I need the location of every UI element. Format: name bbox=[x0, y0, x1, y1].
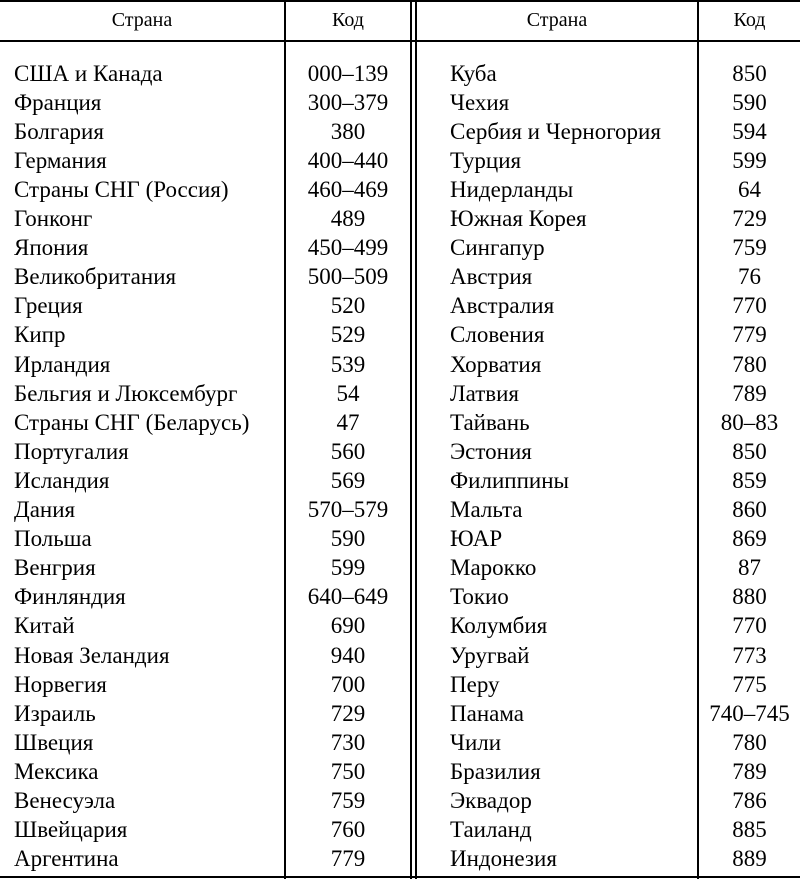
country-code: 789 bbox=[732, 380, 767, 406]
table-row bbox=[0, 728, 410, 757]
country-code: 594 bbox=[732, 118, 767, 144]
table-row bbox=[0, 670, 410, 699]
header-left-country: Страна bbox=[111, 9, 173, 31]
country-name: Бразилия bbox=[450, 758, 541, 784]
table-row bbox=[417, 350, 800, 379]
country-code: 729 bbox=[732, 206, 767, 231]
table-row bbox=[417, 553, 800, 582]
country-code: 560 bbox=[330, 438, 366, 464]
table-row bbox=[0, 524, 410, 553]
country-name: Таиланд bbox=[450, 817, 532, 843]
table-row bbox=[0, 844, 410, 873]
table-row bbox=[417, 437, 800, 466]
table-row bbox=[0, 233, 410, 262]
country-name: Германия bbox=[14, 147, 107, 173]
table-row bbox=[417, 582, 800, 611]
table-row bbox=[0, 175, 410, 204]
table-row bbox=[417, 670, 800, 699]
country-code: 789 bbox=[732, 758, 767, 784]
country-name: ЮАР bbox=[450, 526, 503, 552]
table-row bbox=[417, 59, 800, 88]
country-code: 773 bbox=[732, 642, 767, 668]
country-code: 859 bbox=[732, 467, 767, 493]
table-row bbox=[0, 408, 410, 437]
country-code: 529 bbox=[330, 322, 366, 348]
table-row bbox=[0, 466, 410, 495]
country-code: 690 bbox=[330, 613, 366, 639]
table-row bbox=[417, 117, 800, 146]
table-row bbox=[0, 495, 410, 524]
country-name: Филиппины bbox=[450, 467, 569, 493]
country-name: Греция bbox=[14, 293, 83, 319]
table-row bbox=[417, 815, 800, 844]
country-code: 460–469 bbox=[307, 176, 389, 202]
table-row bbox=[0, 437, 410, 466]
country-code: 47 bbox=[336, 409, 360, 435]
country-code: 775 bbox=[732, 671, 767, 697]
country-code: 770 bbox=[732, 613, 767, 639]
country-name: Словения bbox=[450, 322, 545, 348]
country-name: Сербия и Черногория bbox=[450, 118, 661, 144]
table-row bbox=[417, 175, 800, 204]
table-row bbox=[0, 641, 410, 670]
table-row bbox=[417, 641, 800, 670]
table-row bbox=[417, 699, 800, 728]
country-code: 54 bbox=[336, 380, 360, 406]
table-row bbox=[0, 146, 410, 175]
country-code: 64 bbox=[738, 176, 761, 202]
table-row bbox=[417, 611, 800, 640]
country-name: Мальта bbox=[450, 497, 523, 522]
country-name: Панама bbox=[450, 700, 524, 726]
table-row bbox=[0, 379, 410, 408]
table-row bbox=[417, 88, 800, 117]
country-code: 885 bbox=[732, 817, 767, 843]
country-name: США и Канада bbox=[14, 60, 163, 86]
table-row bbox=[0, 59, 410, 88]
table-row bbox=[0, 699, 410, 728]
country-code: 780 bbox=[732, 351, 767, 377]
country-name: Южная Корея bbox=[450, 206, 587, 231]
country-name: Индонезия bbox=[450, 846, 557, 872]
table-row bbox=[0, 786, 410, 815]
country-name: Сингапур bbox=[450, 235, 545, 261]
table-row bbox=[417, 757, 800, 786]
country-code: 850 bbox=[732, 438, 767, 464]
country-code: 786 bbox=[732, 788, 767, 813]
table-row bbox=[417, 233, 800, 262]
country-name: Мексика bbox=[14, 758, 99, 784]
country-code: 380 bbox=[330, 118, 366, 144]
table-row bbox=[0, 117, 410, 146]
country-name: Польша bbox=[14, 526, 92, 552]
table-row bbox=[417, 728, 800, 757]
country-code: 869 bbox=[732, 526, 767, 552]
country-name: Уругвай bbox=[450, 642, 530, 668]
country-code: 640–649 bbox=[307, 584, 389, 610]
country-code: 940 bbox=[330, 642, 366, 668]
table-row bbox=[417, 146, 800, 175]
table-row bbox=[0, 320, 410, 349]
country-code: 590 bbox=[330, 526, 366, 552]
country-code: 599 bbox=[732, 147, 767, 173]
country-code: 570–579 bbox=[307, 497, 389, 522]
header-right-country: Страна bbox=[526, 9, 588, 31]
country-code: 539 bbox=[330, 351, 366, 377]
country-code: 740–745 bbox=[709, 700, 790, 726]
table-row bbox=[417, 408, 800, 437]
country-code: 87 bbox=[738, 555, 761, 581]
country-name: Эквадор bbox=[450, 788, 532, 813]
table-row bbox=[417, 524, 800, 553]
country-name: Исландия bbox=[14, 467, 110, 493]
table-row bbox=[0, 88, 410, 117]
table-row bbox=[417, 379, 800, 408]
country-code: 300–379 bbox=[307, 89, 389, 115]
table-row bbox=[0, 262, 410, 291]
country-code: 729 bbox=[330, 700, 366, 726]
country-code: 880 bbox=[732, 584, 767, 610]
country-code: 500–509 bbox=[307, 264, 389, 290]
table-row bbox=[417, 786, 800, 815]
country-name: Дания bbox=[14, 497, 76, 522]
country-name: Перу bbox=[450, 671, 500, 697]
country-name: Великобритания bbox=[14, 264, 177, 290]
country-code: 779 bbox=[330, 846, 366, 872]
country-code: 489 bbox=[330, 206, 366, 231]
country-code: 599 bbox=[330, 555, 366, 581]
country-code: 770 bbox=[732, 293, 767, 319]
country-name: Кипр bbox=[14, 322, 66, 348]
country-name: Ирландия bbox=[14, 351, 111, 377]
country-code: 400–440 bbox=[307, 147, 389, 173]
table-row bbox=[0, 291, 410, 320]
right-country-list bbox=[417, 0, 800, 879]
country-code: 000–139 bbox=[307, 60, 389, 86]
country-code: 779 bbox=[732, 322, 767, 348]
table-row bbox=[417, 204, 800, 233]
country-name: Австралия bbox=[450, 293, 555, 319]
table-row bbox=[0, 553, 410, 582]
country-code: 889 bbox=[732, 846, 767, 872]
table-row bbox=[0, 757, 410, 786]
country-name: Новая Зеландия bbox=[14, 642, 170, 668]
country-name: Австрия bbox=[450, 264, 533, 290]
country-name: Страны СНГ (Россия) bbox=[14, 176, 229, 202]
country-name: Марокко bbox=[450, 555, 537, 581]
country-name: Франция bbox=[14, 89, 102, 115]
country-code: 590 bbox=[732, 89, 767, 115]
country-code: 80–83 bbox=[720, 409, 779, 435]
country-name: Швейцария bbox=[14, 817, 128, 843]
country-code: 569 bbox=[330, 467, 366, 493]
country-code: 780 bbox=[732, 729, 767, 755]
table-row bbox=[417, 844, 800, 873]
country-name: Бельгия и Люксембург bbox=[14, 380, 238, 406]
table-row bbox=[0, 815, 410, 844]
country-name: Чили bbox=[450, 729, 502, 755]
center-double-rule-left bbox=[410, 0, 412, 879]
country-name: Хорватия bbox=[450, 351, 542, 377]
country-name: Болгария bbox=[14, 118, 104, 144]
country-name: Венесуэла bbox=[14, 788, 116, 813]
country-name: Латвия bbox=[450, 380, 520, 406]
table-row bbox=[417, 262, 800, 291]
header-right-code: Код bbox=[733, 9, 766, 31]
country-code: 700 bbox=[330, 671, 366, 697]
country-name: Венгрия bbox=[14, 555, 96, 581]
country-code: 450–499 bbox=[307, 235, 389, 261]
country-name: Тайвань bbox=[450, 409, 530, 435]
table-row bbox=[417, 320, 800, 349]
country-name: Португалия bbox=[14, 438, 129, 464]
table-row bbox=[0, 204, 410, 233]
country-name: Финляндия bbox=[14, 584, 126, 610]
table-row bbox=[0, 582, 410, 611]
country-name: Чехия bbox=[450, 89, 510, 115]
country-name: Эстония bbox=[450, 438, 532, 464]
country-name: Куба bbox=[450, 60, 497, 86]
table-row bbox=[417, 495, 800, 524]
country-name: Аргентина bbox=[14, 846, 119, 872]
country-name: Япония bbox=[14, 235, 89, 261]
table-row bbox=[417, 291, 800, 320]
table-row bbox=[0, 611, 410, 640]
table-row bbox=[0, 350, 410, 379]
country-code: 520 bbox=[330, 293, 366, 319]
header-left-code: Код bbox=[332, 9, 364, 31]
country-code: 730 bbox=[330, 729, 366, 755]
country-name: Нидерланды bbox=[450, 176, 574, 202]
country-name: Гонконг bbox=[14, 206, 93, 231]
country-name: Страны СНГ (Беларусь) bbox=[14, 409, 250, 435]
country-code: 860 bbox=[732, 497, 767, 522]
country-code: 76 bbox=[738, 264, 761, 290]
country-code: 759 bbox=[330, 788, 366, 813]
country-name: Норвегия bbox=[14, 671, 107, 697]
country-name: Китай bbox=[14, 613, 75, 639]
country-name: Турция bbox=[450, 147, 522, 173]
country-name: Швеция bbox=[14, 729, 94, 755]
country-code: 750 bbox=[330, 758, 366, 784]
country-code: 850 bbox=[732, 60, 767, 86]
country-name: Токио bbox=[450, 584, 509, 610]
country-name: Колумбия bbox=[450, 613, 548, 639]
country-code: 760 bbox=[330, 817, 366, 843]
country-name: Израиль bbox=[14, 700, 96, 726]
table-row bbox=[417, 466, 800, 495]
country-code: 759 bbox=[732, 235, 767, 261]
